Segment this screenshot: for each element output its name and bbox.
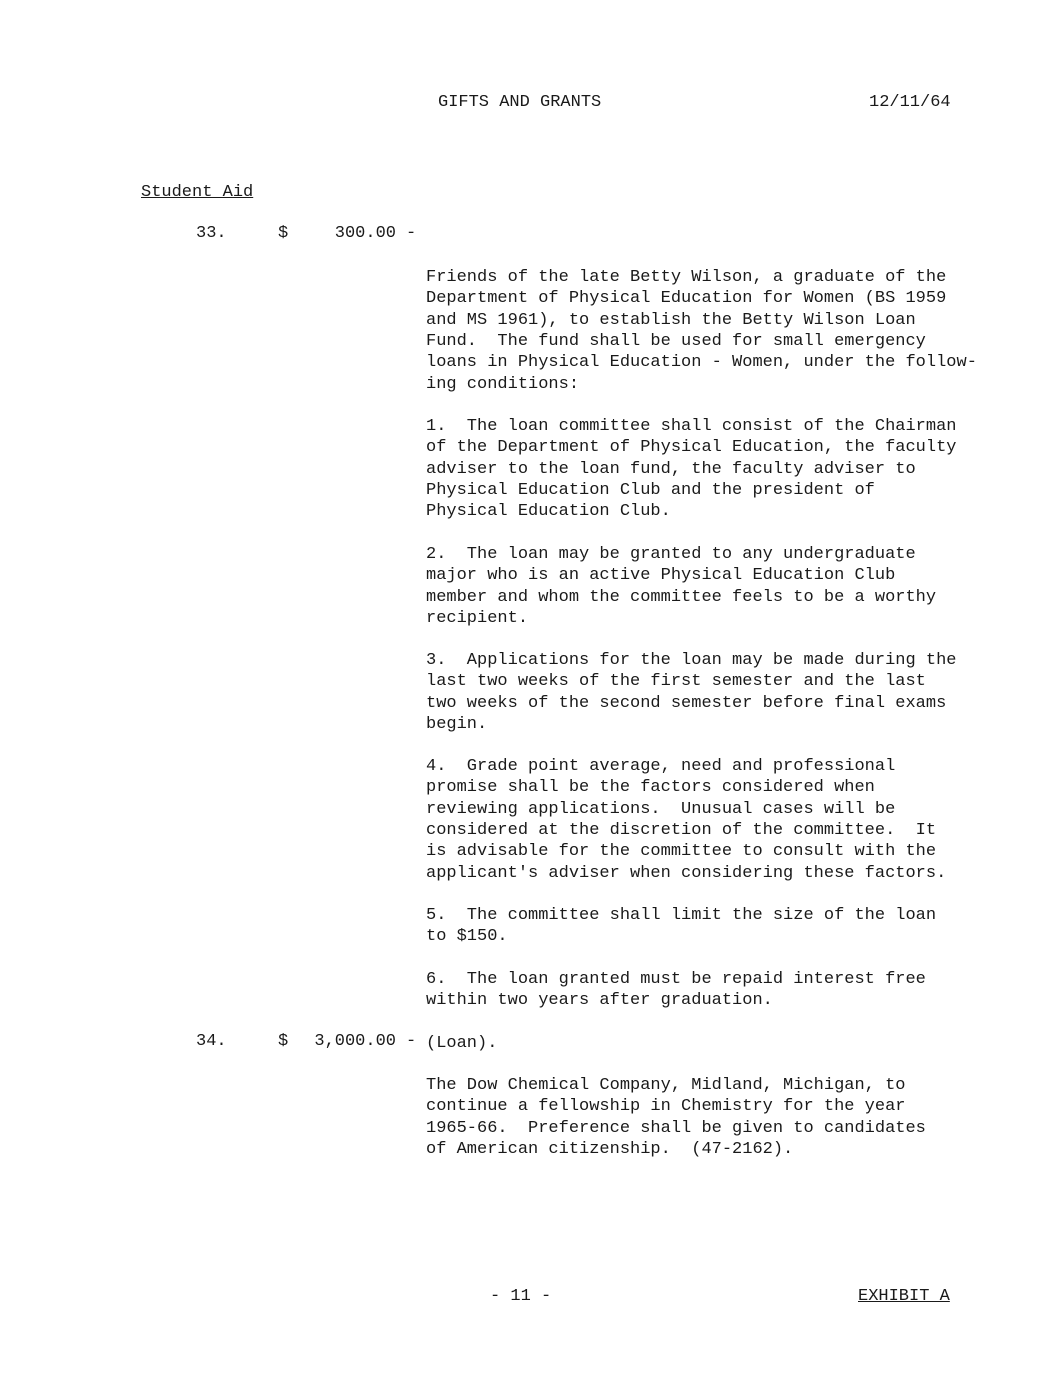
document-date: 12/11/64 [869,93,951,112]
entry-number: 33. [196,224,227,243]
condition-text: 4. Grade point average, need and professional promise shall be the factors considered when reviewing applications. Unusual cases will be considered at the discretion of the committee. It is advisable for the committee to consult with the applicant's adviser when considering these factors. [426,756,947,883]
entry-amount: 300.00 [334,224,396,243]
page-number: - 11 - [490,1287,552,1306]
entry-intro: Friends of the late Betty Wilson, a graduate of the Department of Physical Education for Women (BS 1959 and MS 1961), to establish the Betty Wilson Loan Fund. The fund shall be used for small emergency loans in Physical Education - Women, under the follow- ing conditions: [426,267,977,394]
exhibit-label: EXHIBIT A [858,1287,950,1306]
condition-text: 5. The committee shall limit the size of the loan to $150. [426,905,937,947]
entry-description [426,1032,1016,1203]
condition-text: 1. The loan committee shall consist of the Chairman of the Department of Physical Education, the faculty adviser to the loan fund, the faculty adviser to Physical Education Club and the president of Physical Education Club. [426,416,957,522]
document-title: GIFTS AND GRANTS [438,93,602,112]
entry-number: 34. [196,1032,227,1051]
entry-intro: The Dow Chemical Company, Midland, Michigan, to continue a fellowship in Chemistry for the year 1965-66. Preference shall be given to candidates of American citizenship. (47-2162). [426,1075,926,1160]
currency-symbol: $ [278,224,289,243]
entry-dash: - [406,224,417,243]
note-text: (Loan). [426,1033,498,1053]
section-heading: Student Aid [141,183,254,202]
condition-text: 3. Applications for the loan may be made during the last two weeks of the first semester and the last two weeks of the second semester before final exams begin. [426,650,957,735]
condition-text: 2. The loan may be granted to any undergraduate major who is an active Physical Education Club member and whom the committee feels to be a worthy recipient. [426,544,937,629]
currency-symbol: $ [278,1032,289,1051]
condition-text: 6. The loan granted must be repaid interest free within two years after graduation. [426,969,926,1011]
entry-dash: - [406,1032,417,1051]
entry-amount: 3,000.00 [314,1032,396,1051]
